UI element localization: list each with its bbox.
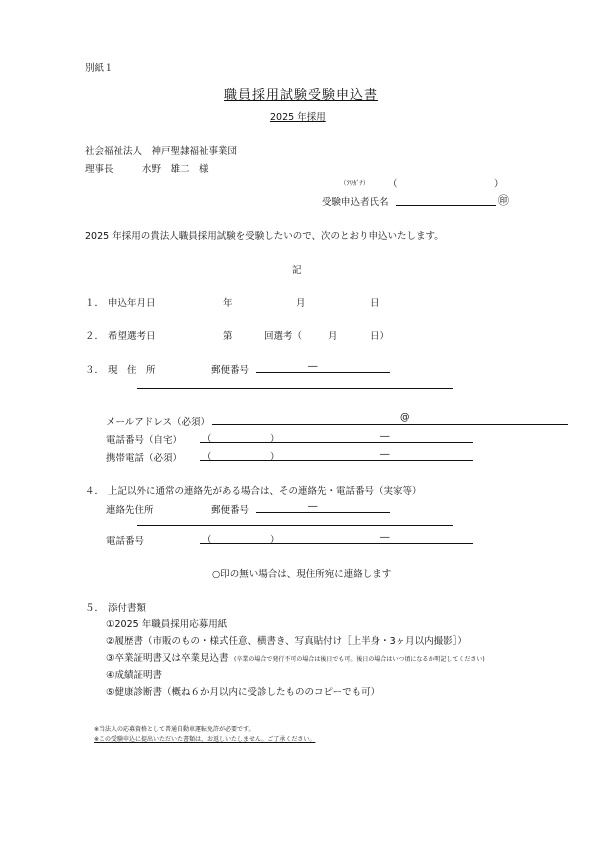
alt-postal-label: 郵便番号 bbox=[211, 505, 250, 516]
mobile-close: ） bbox=[270, 452, 280, 463]
alt-phone-dash: ― bbox=[380, 532, 390, 543]
home-phone-label: 電話番号（自宅） bbox=[106, 435, 183, 446]
alt-contact-text: 上記以外に通常の連絡先がある場合は、その連絡先・電話番号（実家等） bbox=[108, 486, 422, 497]
email-field[interactable] bbox=[212, 424, 568, 425]
addressee-line: 理事長 水野 雄二 様 bbox=[85, 164, 209, 175]
alt-phone-open: （ bbox=[202, 535, 212, 546]
furigana-open: （ bbox=[388, 179, 398, 190]
attachment-item: ④成績証明書 bbox=[106, 670, 163, 681]
item-3-num: ３． bbox=[85, 365, 105, 376]
exam-day: 日） bbox=[370, 331, 390, 342]
address-field[interactable] bbox=[137, 388, 453, 389]
footnote: ※この受験申込に提出いただいた書類は、お返しいたしません。ご了承ください。 bbox=[94, 736, 316, 743]
circle-note: ○印の無い場合は、現住所宛に連絡します bbox=[212, 569, 392, 580]
email-label: メールアドレス（必須） bbox=[106, 417, 211, 428]
exam-date-label: 希望選考日 bbox=[108, 331, 156, 342]
exam-dai: 第 bbox=[223, 331, 233, 342]
applicant-name-field[interactable] bbox=[396, 205, 496, 206]
attachment-label: 別紙１ bbox=[85, 63, 114, 74]
home-phone-dash: ― bbox=[380, 431, 390, 442]
furigana-label: （ﾌﾘｶﾞﾅ） bbox=[340, 179, 370, 187]
item-2-num: ２． bbox=[85, 331, 105, 342]
footnote: ※当法人の応募資格として普通自動車運転免許が必要です。 bbox=[94, 726, 255, 733]
attachment-item: ①2025 年職員採用応募用紙 bbox=[106, 619, 228, 630]
address-label: 現 住 所 bbox=[108, 365, 156, 376]
alt-postal-field[interactable] bbox=[256, 512, 390, 513]
apply-year: 年 bbox=[223, 298, 233, 309]
page-title: 職員採用試験受験申込書 bbox=[224, 88, 379, 103]
attachment-item: ③卒業証明書又は卒業見込書 bbox=[106, 653, 229, 664]
apply-date-label: 申込年月日 bbox=[108, 298, 156, 309]
alt-postal-dash: ― bbox=[308, 501, 318, 512]
attachment-item-note: (卒業の場合で発行不可の場合は後日でも可。後日の場合はいつ頃になるか明記してください) bbox=[234, 656, 485, 663]
postal-dash: ― bbox=[308, 361, 318, 372]
attachments-label: 添付書類 bbox=[108, 603, 147, 614]
page-subtitle: 2025 年採用 bbox=[270, 112, 326, 123]
apply-day: 日 bbox=[370, 298, 380, 309]
alt-phone-field[interactable] bbox=[200, 543, 473, 544]
home-phone-open: （ bbox=[202, 434, 212, 445]
mobile-open: （ bbox=[202, 452, 212, 463]
attachment-item: ②履歴書（市販のもの・様式任意、横書き、写真貼付け［上半身・3ヶ月以内撮影］） bbox=[106, 636, 467, 647]
alt-address-field[interactable] bbox=[137, 525, 453, 526]
alt-phone-label: 電話番号 bbox=[106, 536, 145, 547]
applicant-name-label: 受験申込者氏名 bbox=[322, 197, 389, 208]
item-4-num: ４． bbox=[85, 486, 105, 497]
mobile-label: 携帯電話（必須） bbox=[106, 453, 183, 464]
alt-phone-close: ） bbox=[270, 535, 280, 546]
item-5-num: ５． bbox=[85, 603, 105, 614]
furigana-close: ） bbox=[494, 179, 504, 190]
alt-place-label: 連絡先住所 bbox=[106, 505, 154, 516]
item-1-num: １． bbox=[85, 298, 105, 309]
exam-kai: 回選考（ bbox=[264, 331, 303, 342]
mobile-dash: ― bbox=[380, 449, 390, 460]
seal-mark: ㊞ bbox=[498, 194, 509, 207]
postal-label: 郵便番号 bbox=[211, 365, 250, 376]
ki-mark: 記 bbox=[292, 265, 302, 276]
postal-field[interactable] bbox=[256, 372, 390, 373]
exam-month: 月 bbox=[328, 331, 338, 342]
org-line: 社会福祉法人 神戸聖隷福祉事業団 bbox=[85, 146, 238, 157]
home-phone-close: ） bbox=[270, 434, 280, 445]
home-phone-field[interactable] bbox=[200, 442, 473, 443]
email-at: @ bbox=[400, 412, 410, 423]
intro-text: 2025 年採用の貴法人職員採用試験を受験したいので、次のとおり申込いたします。 bbox=[85, 231, 444, 242]
apply-month: 月 bbox=[296, 298, 306, 309]
attachment-item: ⑤健康診断書（概ね６か月以内に受診したもののコピーでも可） bbox=[106, 687, 381, 698]
mobile-field[interactable] bbox=[200, 460, 473, 461]
